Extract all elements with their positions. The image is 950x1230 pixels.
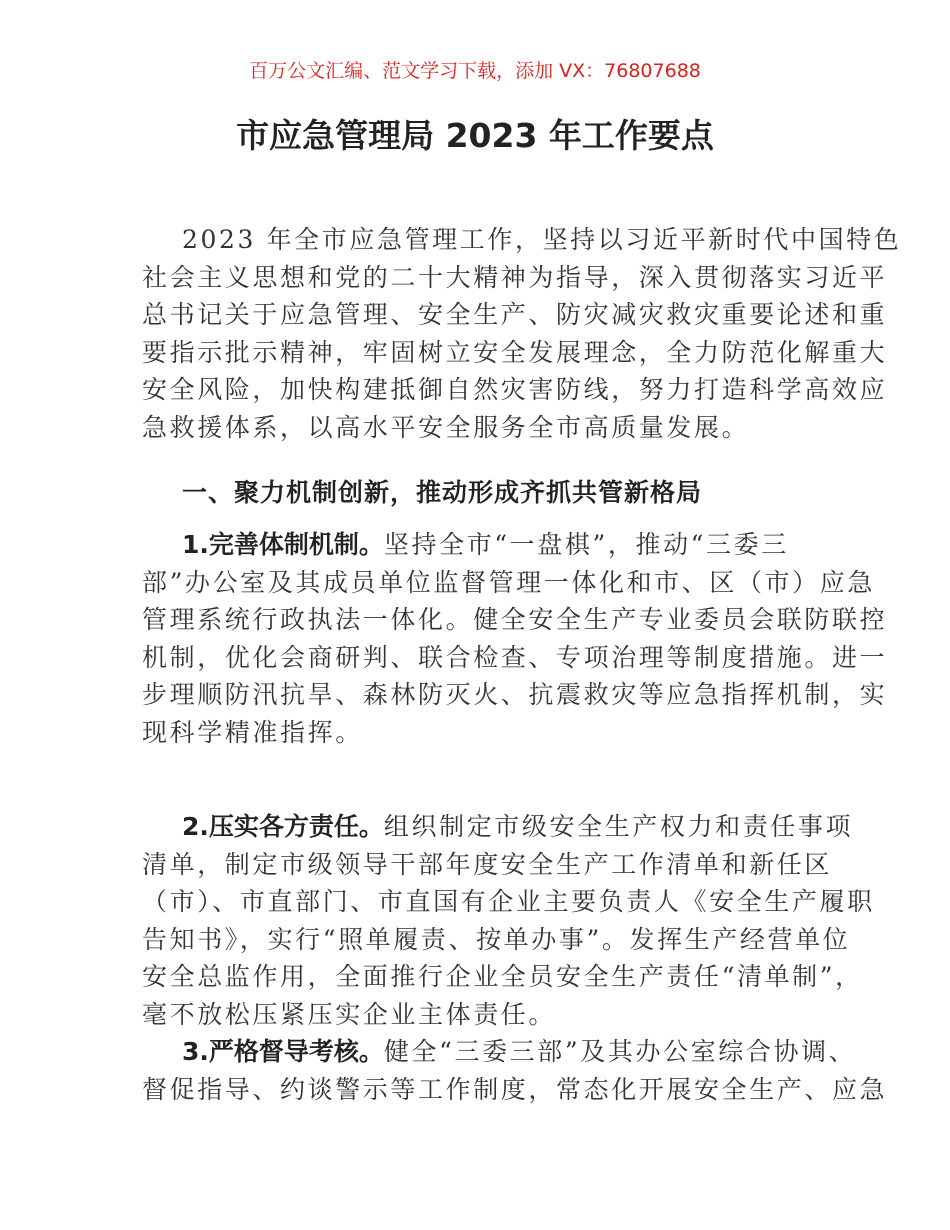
text-line: 毫不放松压紧压实企业主体责任。 bbox=[142, 999, 557, 1029]
text-line: （市）、市直部门、市直国有企业主要负责人《安全生产履职 bbox=[142, 887, 875, 917]
text-line: 安全总监作用，全面推行企业全员安全生产责任“清单制”， bbox=[142, 962, 863, 992]
text-line: 组织制定市级安全生产权力和责任事项 bbox=[383, 812, 854, 841]
text-line: 督促指导、约谈警示等工作制度，常态化开展安全生产、应急 bbox=[142, 1074, 888, 1104]
text-line: 2023 年全市应急管理工作，坚持以习近平新时代中国特色 bbox=[182, 225, 902, 254]
item-lead: 1.完善体制机制。 bbox=[182, 530, 384, 559]
text-line: 管理系统行政执法一体化。健全安全生产专业委员会联防联控 bbox=[142, 605, 888, 635]
document-title: 市应急管理局 2023 年工作要点 bbox=[236, 116, 714, 155]
watermark-header: 百万公文汇编、范文学习下载，添加 VX：76807688 bbox=[249, 60, 701, 82]
section-1-heading: 一、聚力机制创新，推动形成齐抓共管新格局 bbox=[182, 478, 703, 507]
item-lead: 2.压实各方责任。 bbox=[182, 812, 384, 841]
item-2-paragraph bbox=[142, 808, 875, 1034]
text-line: 告知书》，实行“照单履责、按单办事”。发挥生产经营单位 bbox=[142, 924, 851, 954]
item-3-paragraph bbox=[142, 1033, 888, 1108]
text-line: 健全“三委三部”及其办公室综合协调、 bbox=[383, 1037, 857, 1066]
text-line: 部”办公室及其成员单位监督管理一体化和市、区（市）应急 bbox=[142, 567, 875, 597]
item-1-paragraph bbox=[142, 526, 888, 752]
text-line: 现科学精准指挥。 bbox=[142, 717, 363, 747]
text-line: 总书记关于应急管理、安全生产、防灾减灾救灾重要论述和重 bbox=[142, 300, 888, 330]
text-line: 机制，优化会商研判、联合检查、专项治理等制度措施。进一 bbox=[142, 642, 888, 672]
text-line: 清单，制定市级领导干部年度安全生产工作清单和新任区 bbox=[142, 849, 833, 879]
item-lead: 3.严格督导考核。 bbox=[182, 1037, 384, 1066]
text-line: 步理顺防汛抗旱、森林防灭火、抗震救灾等应急指挥机制，实 bbox=[142, 680, 888, 710]
text-line: 急救援体系，以高水平安全服务全市高质量发展。 bbox=[142, 412, 750, 442]
text-line: 坚持全市“一盘棋”，推动“三委三 bbox=[383, 530, 789, 559]
text-line: 安全风险，加快构建抵御自然灾害防线，努力打造科学高效应 bbox=[142, 375, 888, 405]
section-heading bbox=[142, 474, 822, 512]
text-line: 社会主义思想和党的二十大精神为指导，深入贯彻落实习近平 bbox=[142, 262, 888, 292]
intro-paragraph bbox=[142, 221, 902, 447]
text-line: 要指示批示精神，牢固树立安全发展理念，全力防范化解重大 bbox=[142, 337, 888, 367]
